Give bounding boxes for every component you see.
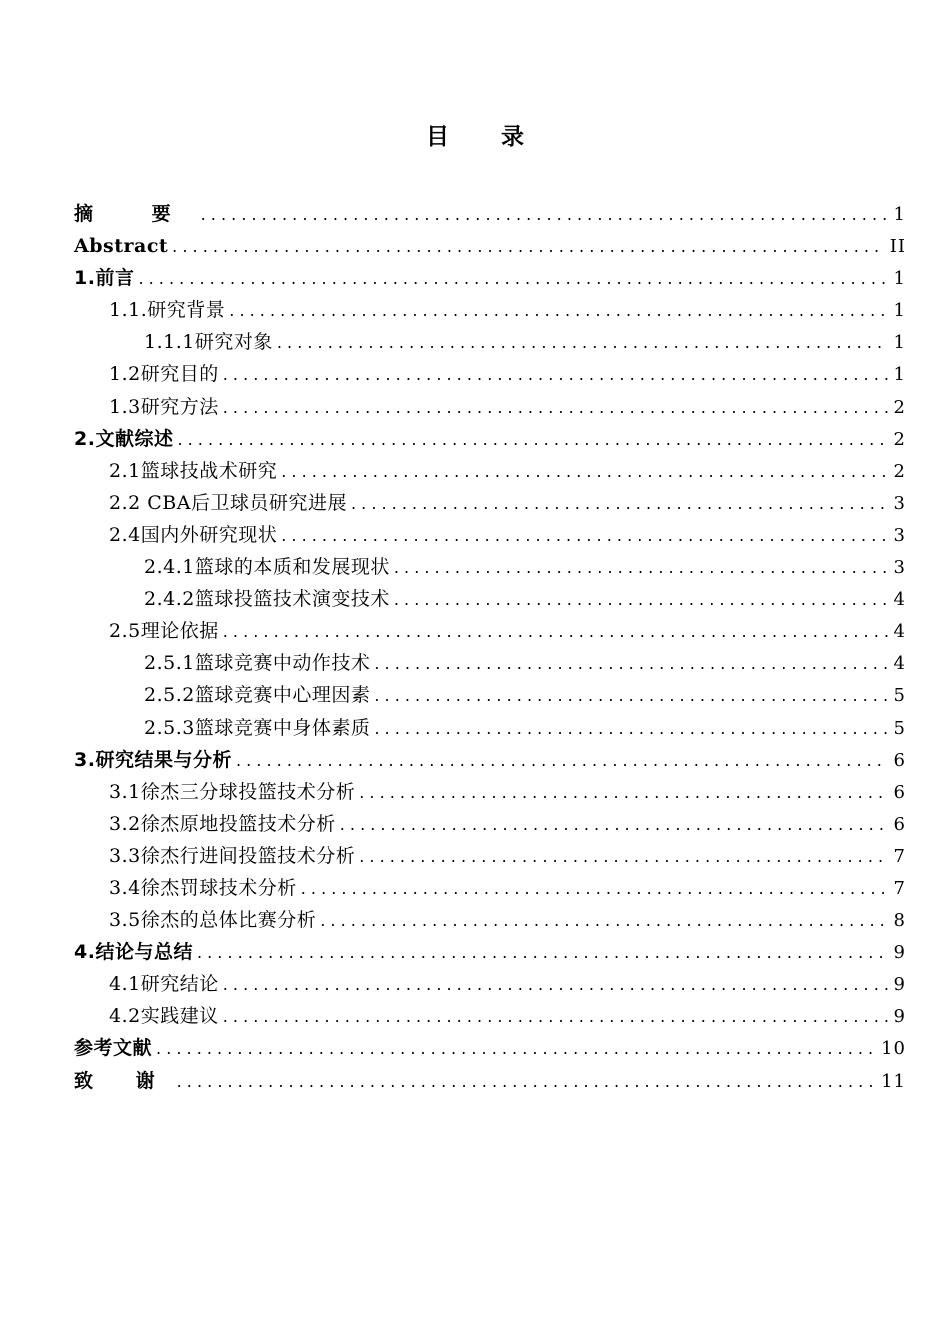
toc-dot-leader [359,777,887,809]
toc-page-number: 9 [893,1006,906,1028]
toc-entry-label: 2.5.1篮球竞赛中动作技术 [144,652,371,675]
toc-dot-leader [223,392,888,424]
toc-dot-leader [394,552,888,584]
toc-entry-chapter-3[interactable] [74,744,906,776]
toc-entry-label: 1.2研究目的 [109,363,219,386]
toc-dot-leader [201,199,888,231]
toc-page-number: 1 [893,268,906,290]
toc-page-number: 1 [893,300,906,322]
toc-entry-label: 4.结论与总结 [74,941,193,964]
toc-entry-label: 2.4.2篮球投篮技术演变技术 [144,588,390,611]
toc-page-number: 5 [893,717,906,739]
toc-entry-section-3-5[interactable] [74,904,906,936]
toc-entry-label: 4.1研究结论 [109,973,219,996]
toc-page-number: 3 [893,524,906,546]
toc-entry-section-2-4[interactable] [74,519,906,551]
toc-page-number: 1 [893,204,906,225]
toc-page-number: 1 [893,332,906,354]
toc-entry-label: 3.3徐杰行进间投篮技术分析 [109,844,356,867]
toc-page-number: 9 [893,974,906,996]
toc-entry-references[interactable] [74,1032,906,1064]
toc-entry-label: 致 谢 [74,1069,173,1092]
toc-dot-leader [236,745,888,777]
toc-entry-label: 3.5徐杰的总体比赛分析 [109,909,317,932]
toc-entry-section-2-2[interactable] [74,487,906,519]
toc-entry-abstract-cn[interactable] [74,198,906,230]
toc-dot-leader [301,873,888,905]
toc-entry-section-4-2[interactable] [74,1000,906,1032]
toc-entry-chapter-4[interactable] [74,936,906,968]
toc-page-number: 3 [893,492,906,514]
toc-entry-label: 1.1.研究背景 [109,299,226,322]
toc-entry-label: 2.2 CBA后卫球员研究进展 [109,491,347,514]
toc-page-number: 2 [893,428,906,450]
toc-entry-section-2-5[interactable] [74,615,906,647]
toc-page-number: 2 [893,396,906,418]
toc-dot-leader [223,969,888,1001]
toc-entry-section-2-1[interactable] [74,455,906,487]
page-title: 目 录 [425,124,546,150]
toc-page-number: 6 [893,781,906,803]
toc-dot-leader [320,905,887,937]
toc-dot-leader [277,327,888,359]
toc-entry-label: 2.5.2篮球竞赛中心理因素 [144,684,371,707]
toc-entry-chapter-2[interactable] [74,423,906,455]
toc-page-number: 10 [881,1038,906,1060]
toc-entry-label: 摘 要 [74,203,197,225]
toc-entry-abstract-en[interactable] [74,230,906,262]
toc-page-number: II [889,236,906,258]
toc-dot-leader [351,488,888,520]
toc-page-number: 1 [893,364,906,386]
toc-page-number: 3 [893,557,906,579]
toc-dot-leader [197,937,888,969]
toc-entry-label: Abstract [74,235,169,258]
toc-dot-leader [223,616,888,648]
toc-dot-leader [223,1001,888,1033]
toc-entry-label: 1.1.1研究对象 [144,331,273,354]
toc-entry-section-1-3[interactable] [74,391,906,423]
toc-page-number: 11 [881,1070,906,1092]
toc-entry-acknowledgements[interactable] [74,1065,906,1097]
toc-dot-leader [172,231,884,263]
toc-entry-section-3-2[interactable] [74,808,906,840]
toc-page-number: 6 [893,813,906,835]
toc-entry-label: 3.1徐杰三分球投篮技术分析 [109,780,356,803]
toc-entry-label: 1.前言 [74,267,135,290]
toc-entry-section-2-4-1[interactable] [74,551,906,583]
toc-entry-section-3-4[interactable] [74,872,906,904]
toc-entry-section-2-4-2[interactable] [74,583,906,615]
toc-entry-label: 2.文献综述 [74,427,174,450]
toc-dot-leader [177,424,887,456]
toc-entry-section-2-5-1[interactable] [74,647,906,679]
toc-entry-section-1-2[interactable] [74,358,906,390]
toc-entry-label: 2.5.3篮球竞赛中身体素质 [144,716,371,739]
toc-dot-leader [374,713,887,745]
toc-page-number: 9 [893,942,906,964]
toc-entry-section-3-1[interactable] [74,776,906,808]
toc-dot-leader [281,456,887,488]
toc-dot-leader [394,584,888,616]
table-of-contents [74,198,906,1097]
toc-entry-label: 3.2徐杰原地投篮技术分析 [109,812,336,835]
toc-page-number: 8 [893,910,906,932]
toc-page-number: 4 [893,621,906,643]
toc-entry-section-1-1-1[interactable] [74,326,906,358]
toc-dot-leader [229,295,887,327]
toc-entry-chapter-1[interactable] [74,262,906,294]
toc-page-number: 6 [893,749,906,771]
toc-entry-section-2-5-3[interactable] [74,712,906,744]
toc-entry-section-4-1[interactable] [74,968,906,1000]
toc-dot-leader [340,809,888,841]
toc-entry-section-3-3[interactable] [74,840,906,872]
toc-dot-leader [156,1033,875,1065]
toc-page-number: 5 [893,685,906,707]
toc-dot-leader [177,1066,875,1098]
toc-dot-leader [374,680,887,712]
toc-entry-section-1-1[interactable] [74,294,906,326]
toc-dot-leader [223,359,888,391]
toc-page-number: 7 [893,845,906,867]
toc-entry-section-2-5-2[interactable] [74,679,906,711]
toc-entry-label: 2.5理论依据 [109,620,219,643]
toc-entry-label: 2.4.1篮球的本质和发展现状 [144,556,390,579]
toc-entry-label: 参考文献 [74,1037,153,1060]
toc-dot-leader [138,263,887,295]
toc-dot-leader [281,520,887,552]
toc-entry-label: 3.4徐杰罚球技术分析 [109,876,297,899]
toc-dot-leader [359,841,887,873]
toc-entry-label: 3.研究结果与分析 [74,748,232,771]
toc-entry-label: 2.1篮球技战术研究 [109,459,278,482]
toc-page-number: 7 [893,877,906,899]
toc-entry-label: 4.2实践建议 [109,1005,219,1028]
toc-page-number: 2 [893,460,906,482]
toc-page-number: 4 [893,589,906,611]
toc-page-number: 4 [893,653,906,675]
toc-entry-label: 2.4国内外研究现状 [109,523,278,546]
toc-dot-leader [374,648,887,680]
toc-entry-label: 1.3研究方法 [109,395,219,418]
